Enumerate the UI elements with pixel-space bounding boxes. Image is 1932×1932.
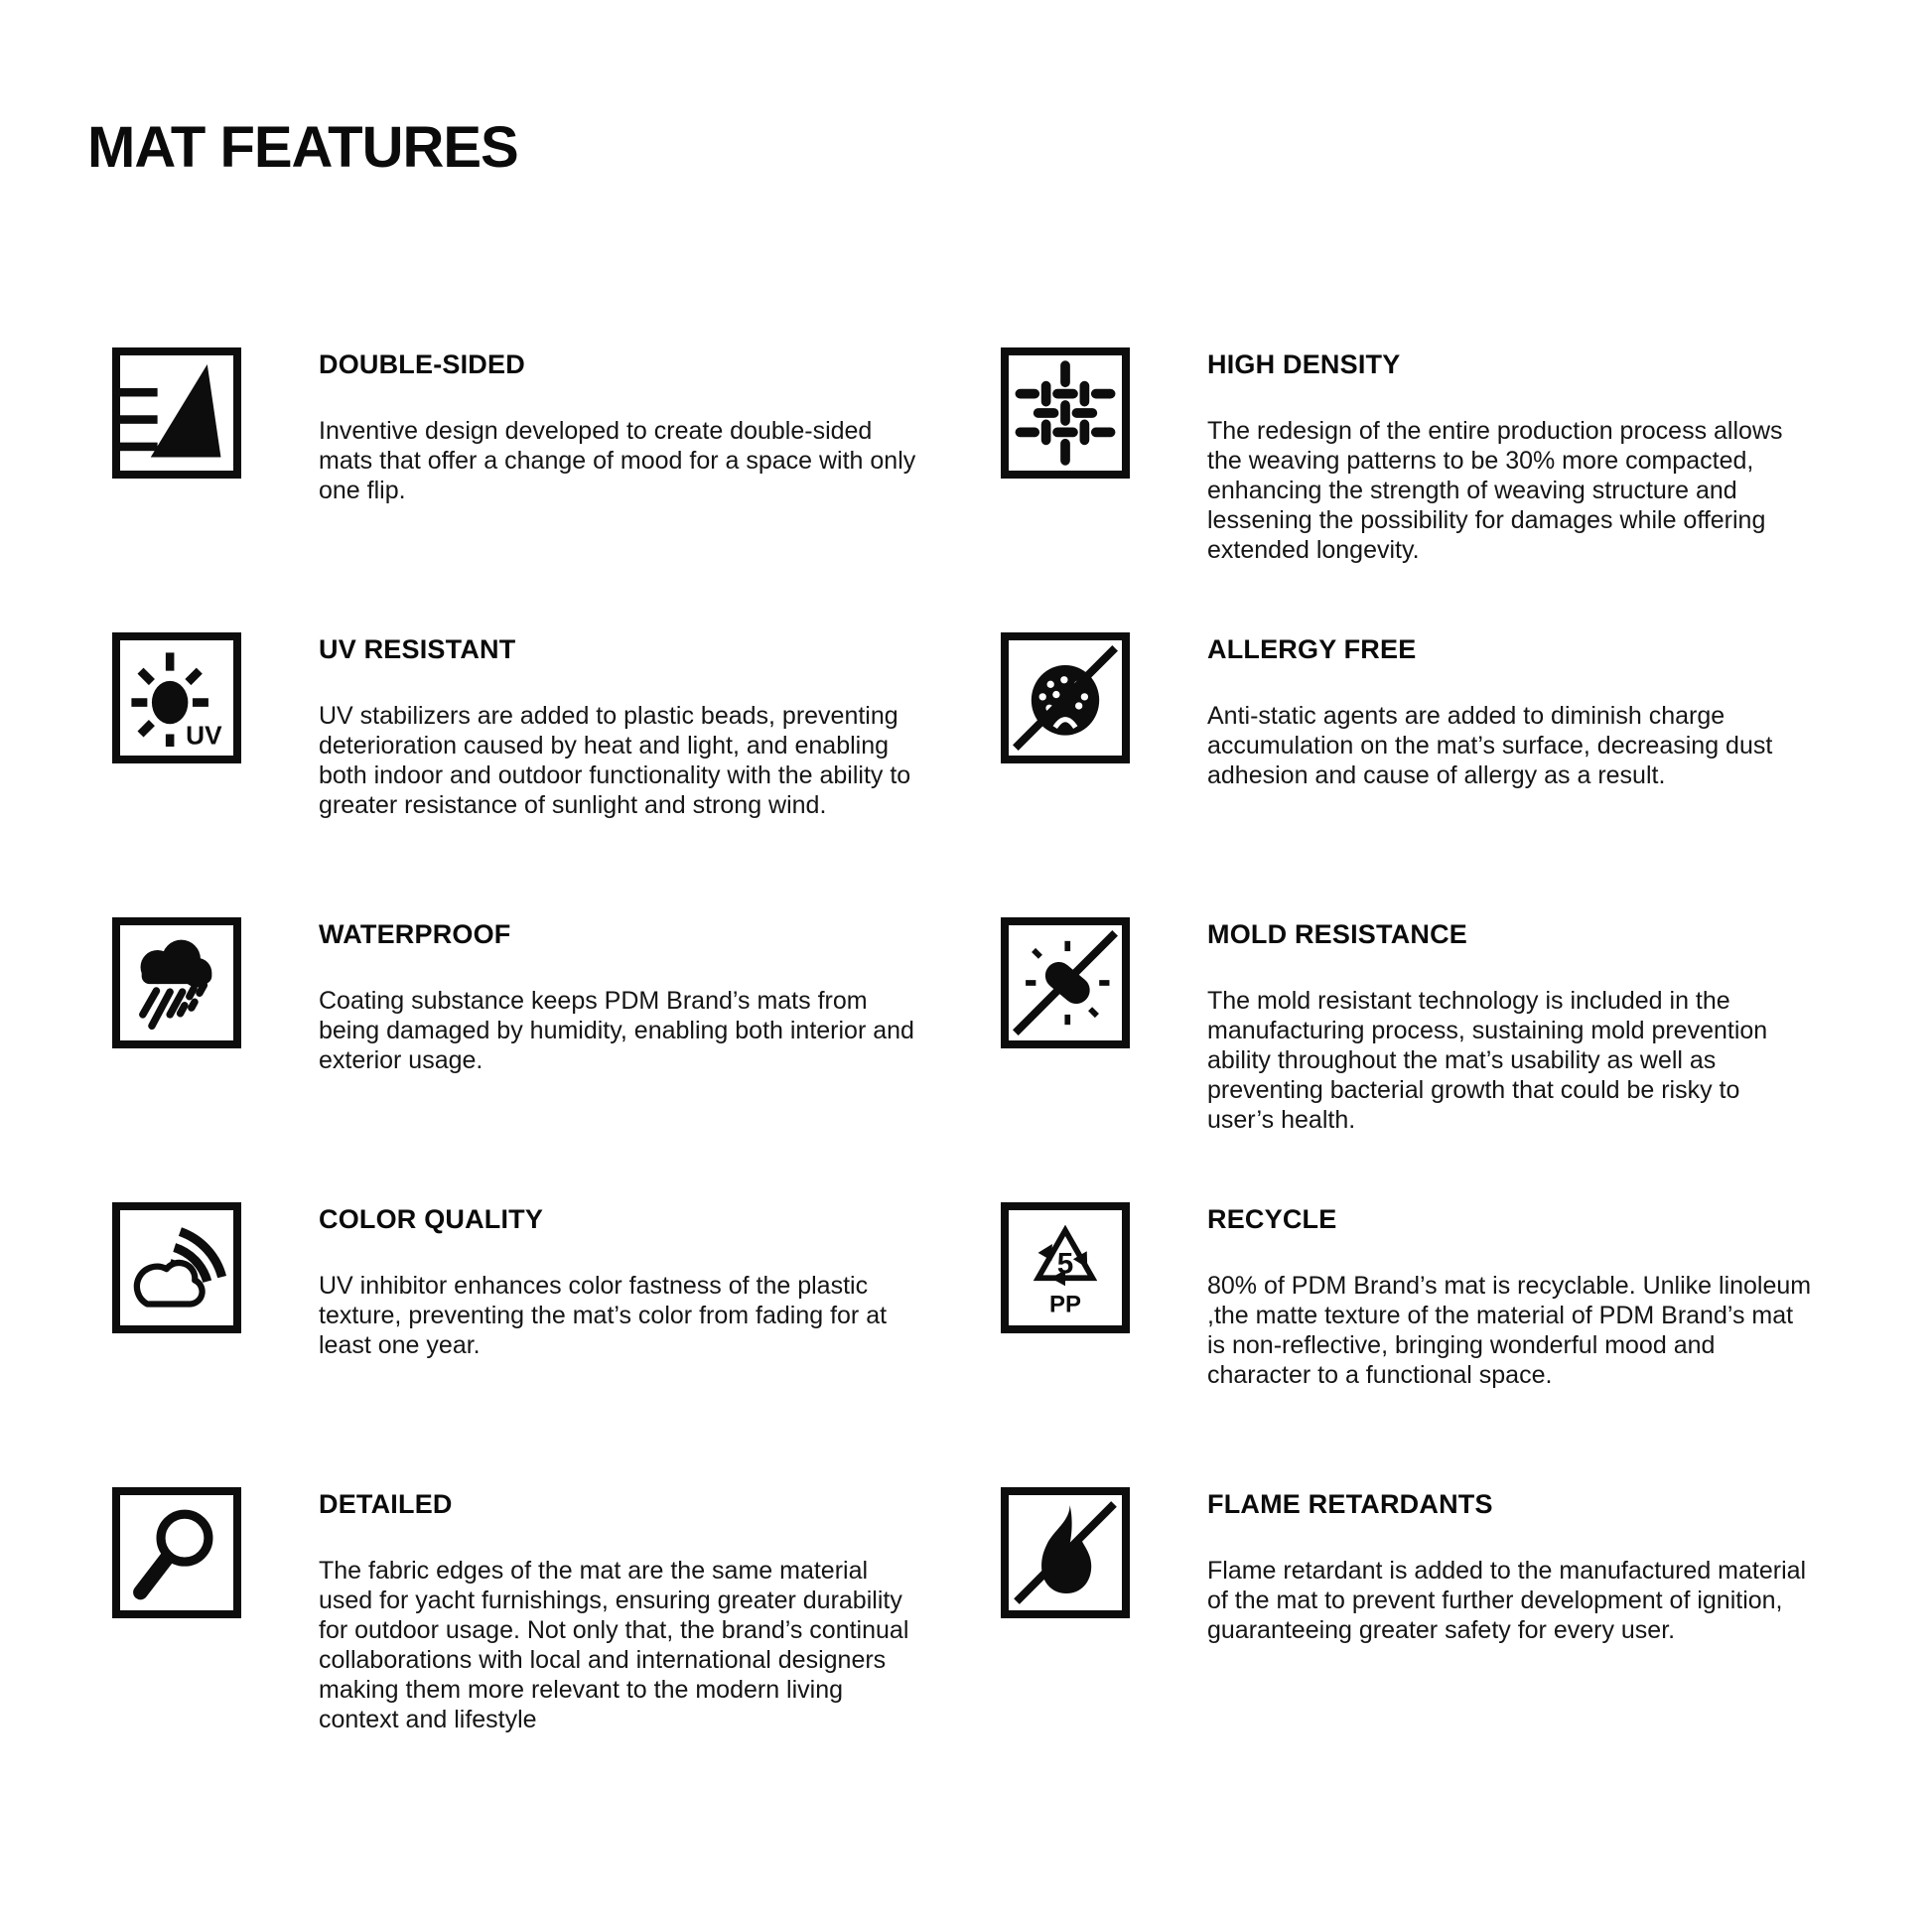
feature-description: The fabric edges of the mat are the same material used for yacht furnishings, ensuring greater durability for outdoor usage. Not only that, the brand’s continual collaborations with local and international designers making them more relevant to the modern living context and lifestyle: [319, 1557, 909, 1733]
feature-title: FLAME RETARDANTS: [1207, 1489, 1493, 1519]
feature-text: [319, 917, 924, 1075]
allergy-free-icon-graphic: [1009, 640, 1122, 756]
high-density-icon-graphic: [1009, 355, 1122, 471]
feature-recycle: [1001, 1202, 1813, 1487]
flame-retardants-icon-graphic: [1009, 1495, 1122, 1610]
feature-text: [1207, 347, 1813, 565]
feature-detailed: [112, 1487, 924, 1772]
feature-title: HIGH DENSITY: [1207, 349, 1401, 379]
feature-double-sided: [112, 347, 924, 632]
feature-title: COLOR QUALITY: [319, 1204, 544, 1234]
feature-text: [319, 347, 924, 505]
feature-text: [319, 1202, 924, 1360]
feature-uv-resistant: [112, 632, 924, 917]
recycle-number-label: 5: [1056, 1247, 1074, 1281]
high-density-icon: [1001, 347, 1130, 479]
detailed-icon: [112, 1487, 241, 1618]
feature-waterproof: [112, 917, 924, 1202]
feature-description: The redesign of the entire production process allows the weaving patterns to be 30% more compacted, enhancing the strength of weaving structure and lessening the possibility for damages while offering extended longevity.: [1207, 417, 1783, 564]
feature-high-density: [1001, 347, 1813, 632]
feature-text: [1207, 632, 1813, 790]
uv-resistant-icon: [112, 632, 241, 763]
features-grid: [112, 347, 1813, 1772]
feature-mold-resistance: [1001, 917, 1813, 1202]
feature-flame-retardants: [1001, 1487, 1813, 1772]
recycle-icon: [1001, 1202, 1130, 1333]
feature-text: [319, 1487, 924, 1734]
feature-title: DETAILED: [319, 1489, 453, 1519]
feature-text: [1207, 1487, 1813, 1645]
mold-resistance-icon-graphic: [1009, 925, 1122, 1040]
recycle-code-label: PP: [1049, 1291, 1081, 1318]
flame-retardants-icon: [1001, 1487, 1130, 1618]
feature-title: DOUBLE-SIDED: [319, 349, 525, 379]
double-sided-icon: [112, 347, 241, 479]
recycle-icon-graphic: [1009, 1210, 1122, 1325]
feature-title: RECYCLE: [1207, 1204, 1337, 1234]
feature-text: [319, 632, 924, 820]
page-title: MAT FEATURES: [87, 114, 518, 180]
detailed-icon-graphic: [120, 1495, 233, 1610]
feature-title: WATERPROOF: [319, 919, 511, 949]
feature-description: UV stabilizers are added to plastic beads, preventing deterioration caused by heat and light, and enabling both indoor and outdoor functionality with the ability to greater resistance of sunlight and strong wind.: [319, 702, 911, 819]
waterproof-icon: [112, 917, 241, 1048]
waterproof-icon-graphic: [120, 925, 233, 1040]
uv-resistant-icon-graphic: [120, 640, 233, 756]
feature-description: Anti-static agents are added to diminish charge accumulation on the mat’s surface, decreasing dust adhesion and cause of allergy as a result.: [1207, 702, 1773, 789]
feature-title: UV RESISTANT: [319, 634, 516, 664]
feature-description: Inventive design developed to create double-sided mats that offer a change of mood for a space with only one flip.: [319, 417, 916, 504]
feature-title: MOLD RESISTANCE: [1207, 919, 1468, 949]
uv-icon-label: UV: [186, 720, 222, 751]
double-sided-icon-graphic: [120, 355, 233, 471]
feature-color-quality: [112, 1202, 924, 1487]
color-quality-icon-graphic: [120, 1210, 233, 1325]
mold-resistance-icon: [1001, 917, 1130, 1048]
feature-title: ALLERGY FREE: [1207, 634, 1417, 664]
feature-description: UV inhibitor enhances color fastness of the plastic texture, preventing the mat’s color from fading for at least one year.: [319, 1272, 888, 1359]
feature-text: [1207, 917, 1813, 1135]
allergy-free-icon: [1001, 632, 1130, 763]
feature-description: Coating substance keeps PDM Brand’s mats from being damaged by humidity, enabling both interior and exterior usage.: [319, 987, 914, 1074]
color-quality-icon: [112, 1202, 241, 1333]
feature-description: The mold resistant technology is included in the manufacturing process, sustaining mold prevention ability throughout the mat’s usability as well as preventing bacterial growth that could be risky to user’s health.: [1207, 987, 1768, 1134]
feature-allergy-free: [1001, 632, 1813, 917]
feature-description: 80% of PDM Brand’s mat is recyclable. Unlike linoleum ,the matte texture of the material of PDM Brand’s mat is non-reflective, bringing wonderful mood and character to a functional space.: [1207, 1272, 1812, 1389]
feature-text: [1207, 1202, 1813, 1390]
feature-description: Flame retardant is added to the manufactured material of the mat to prevent further development of ignition, guaranteeing greater safety for every user.: [1207, 1557, 1807, 1644]
